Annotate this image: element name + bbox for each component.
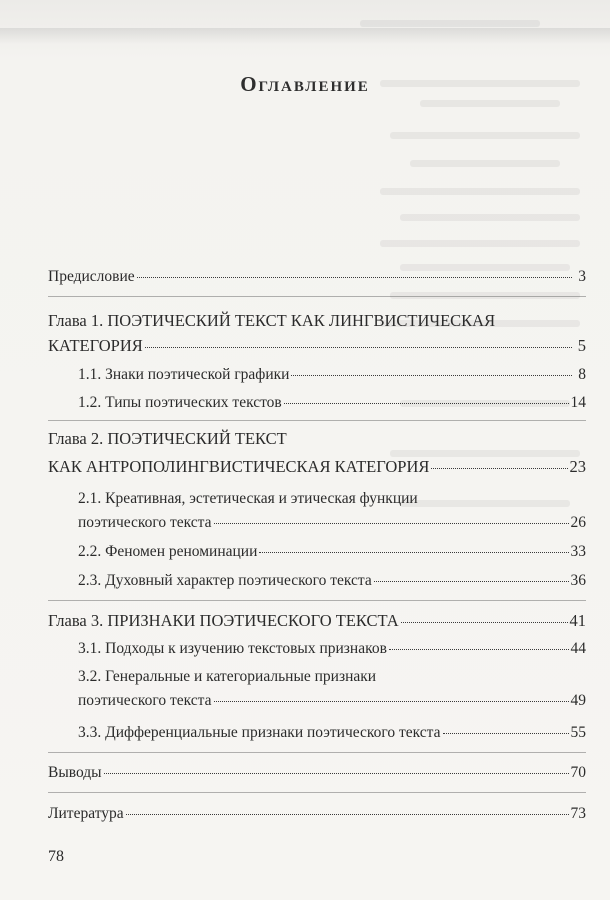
divider [48, 792, 586, 793]
toc-section-1-1[interactable] [78, 366, 586, 384]
toc-entry-text-line2: поэтического текста [78, 692, 212, 709]
toc-entry-conclusions[interactable] [48, 764, 586, 782]
toc-page-number: 3 [578, 268, 586, 285]
toc-section-2-1[interactable] [78, 490, 586, 532]
dot-leader [443, 731, 569, 734]
toc-entry-text-line1: 2.1. Креативная, эстетическая и этическая функции [78, 490, 418, 507]
toc-page-number: 33 [570, 543, 586, 560]
dot-leader [291, 373, 572, 376]
dot-leader [374, 579, 569, 582]
dot-leader [145, 345, 572, 348]
divider [48, 420, 586, 421]
toc-entry-literature[interactable] [48, 805, 586, 823]
dot-leader [104, 771, 569, 774]
toc-entry-text: Выводы [48, 764, 102, 781]
divider [48, 752, 586, 753]
toc-chapter-title-line1: Глава 3. ПРИЗНАКИ ПОЭТИЧЕСКОГО ТЕКСТА [48, 611, 399, 630]
toc-entry-text-line2: поэтического текста [78, 514, 212, 531]
dot-leader [214, 699, 569, 702]
toc-entry-text: 3.1. Подходы к изучению текстовых признаков [78, 640, 387, 657]
toc-page-number: 14 [570, 394, 586, 411]
toc-entry-text: Предисловие [48, 268, 135, 285]
toc-section-2-2[interactable] [78, 543, 586, 561]
toc-page-number: 44 [570, 640, 586, 657]
toc-page-number: 55 [570, 724, 586, 741]
toc-chapter-title-line2: КАК АНТРОПОЛИНГВИСТИЧЕСКАЯ КАТЕГОРИЯ [48, 457, 430, 476]
toc-chapter-title-line1: Глава 2. ПОЭТИЧЕСКИЙ ТЕКСТ [48, 429, 287, 448]
dot-leader [389, 647, 569, 650]
toc-entry-text: 2.2. Феномен реноминации [78, 543, 258, 560]
toc-section-3-3[interactable] [78, 724, 586, 742]
toc-chapter-1[interactable] [48, 312, 586, 355]
page-title: Оглавление [240, 72, 370, 96]
toc-chapter-2[interactable] [48, 430, 586, 476]
toc-page-number: 23 [569, 457, 586, 476]
toc-section-1-2[interactable] [78, 394, 586, 412]
dot-leader [401, 620, 568, 623]
toc-chapter-title-line1: Глава 1. ПОЭТИЧЕСКИЙ ТЕКСТ КАК ЛИНГВИСТИЧЕСКАЯ [48, 311, 496, 330]
toc-entry-text: 2.3. Духовный характер поэтического текста [78, 572, 372, 589]
dot-leader [126, 812, 569, 815]
dot-leader [284, 401, 569, 404]
divider [48, 296, 586, 297]
toc-page-number: 5 [577, 336, 586, 355]
toc-chapter-title-line2: КАТЕГОРИЯ [48, 336, 143, 355]
divider [48, 600, 586, 601]
toc-page-number: 70 [570, 764, 586, 781]
toc-entry-text: 1.1. Знаки поэтической графики [78, 366, 290, 383]
toc-entry-text: Литература [48, 805, 124, 822]
toc-section-3-1[interactable] [78, 640, 586, 658]
toc-page-number: 26 [570, 514, 586, 531]
dot-leader [214, 521, 569, 524]
toc-page-number: 41 [569, 611, 586, 630]
dot-leader [431, 466, 567, 469]
toc-entry-text: 3.3. Дифференциальные признаки поэтического текста [78, 724, 441, 741]
toc-section-2-3[interactable] [78, 572, 586, 590]
toc-page-number: 73 [570, 805, 586, 822]
toc-entry-text-line1: 3.2. Генеральные и категориальные признаки [78, 668, 377, 685]
toc-page-number: 8 [578, 366, 586, 383]
page-number: 78 [48, 848, 64, 865]
dot-leader [137, 275, 572, 278]
toc-section-3-2[interactable] [78, 668, 586, 710]
toc-chapter-3[interactable] [48, 612, 586, 630]
toc-entry-text: 1.2. Типы поэтических текстов [78, 394, 282, 411]
toc-page-number: 49 [570, 692, 586, 709]
toc-entry-preface[interactable] [48, 268, 586, 286]
dot-leader [259, 550, 568, 553]
toc-page-number: 36 [570, 572, 586, 589]
